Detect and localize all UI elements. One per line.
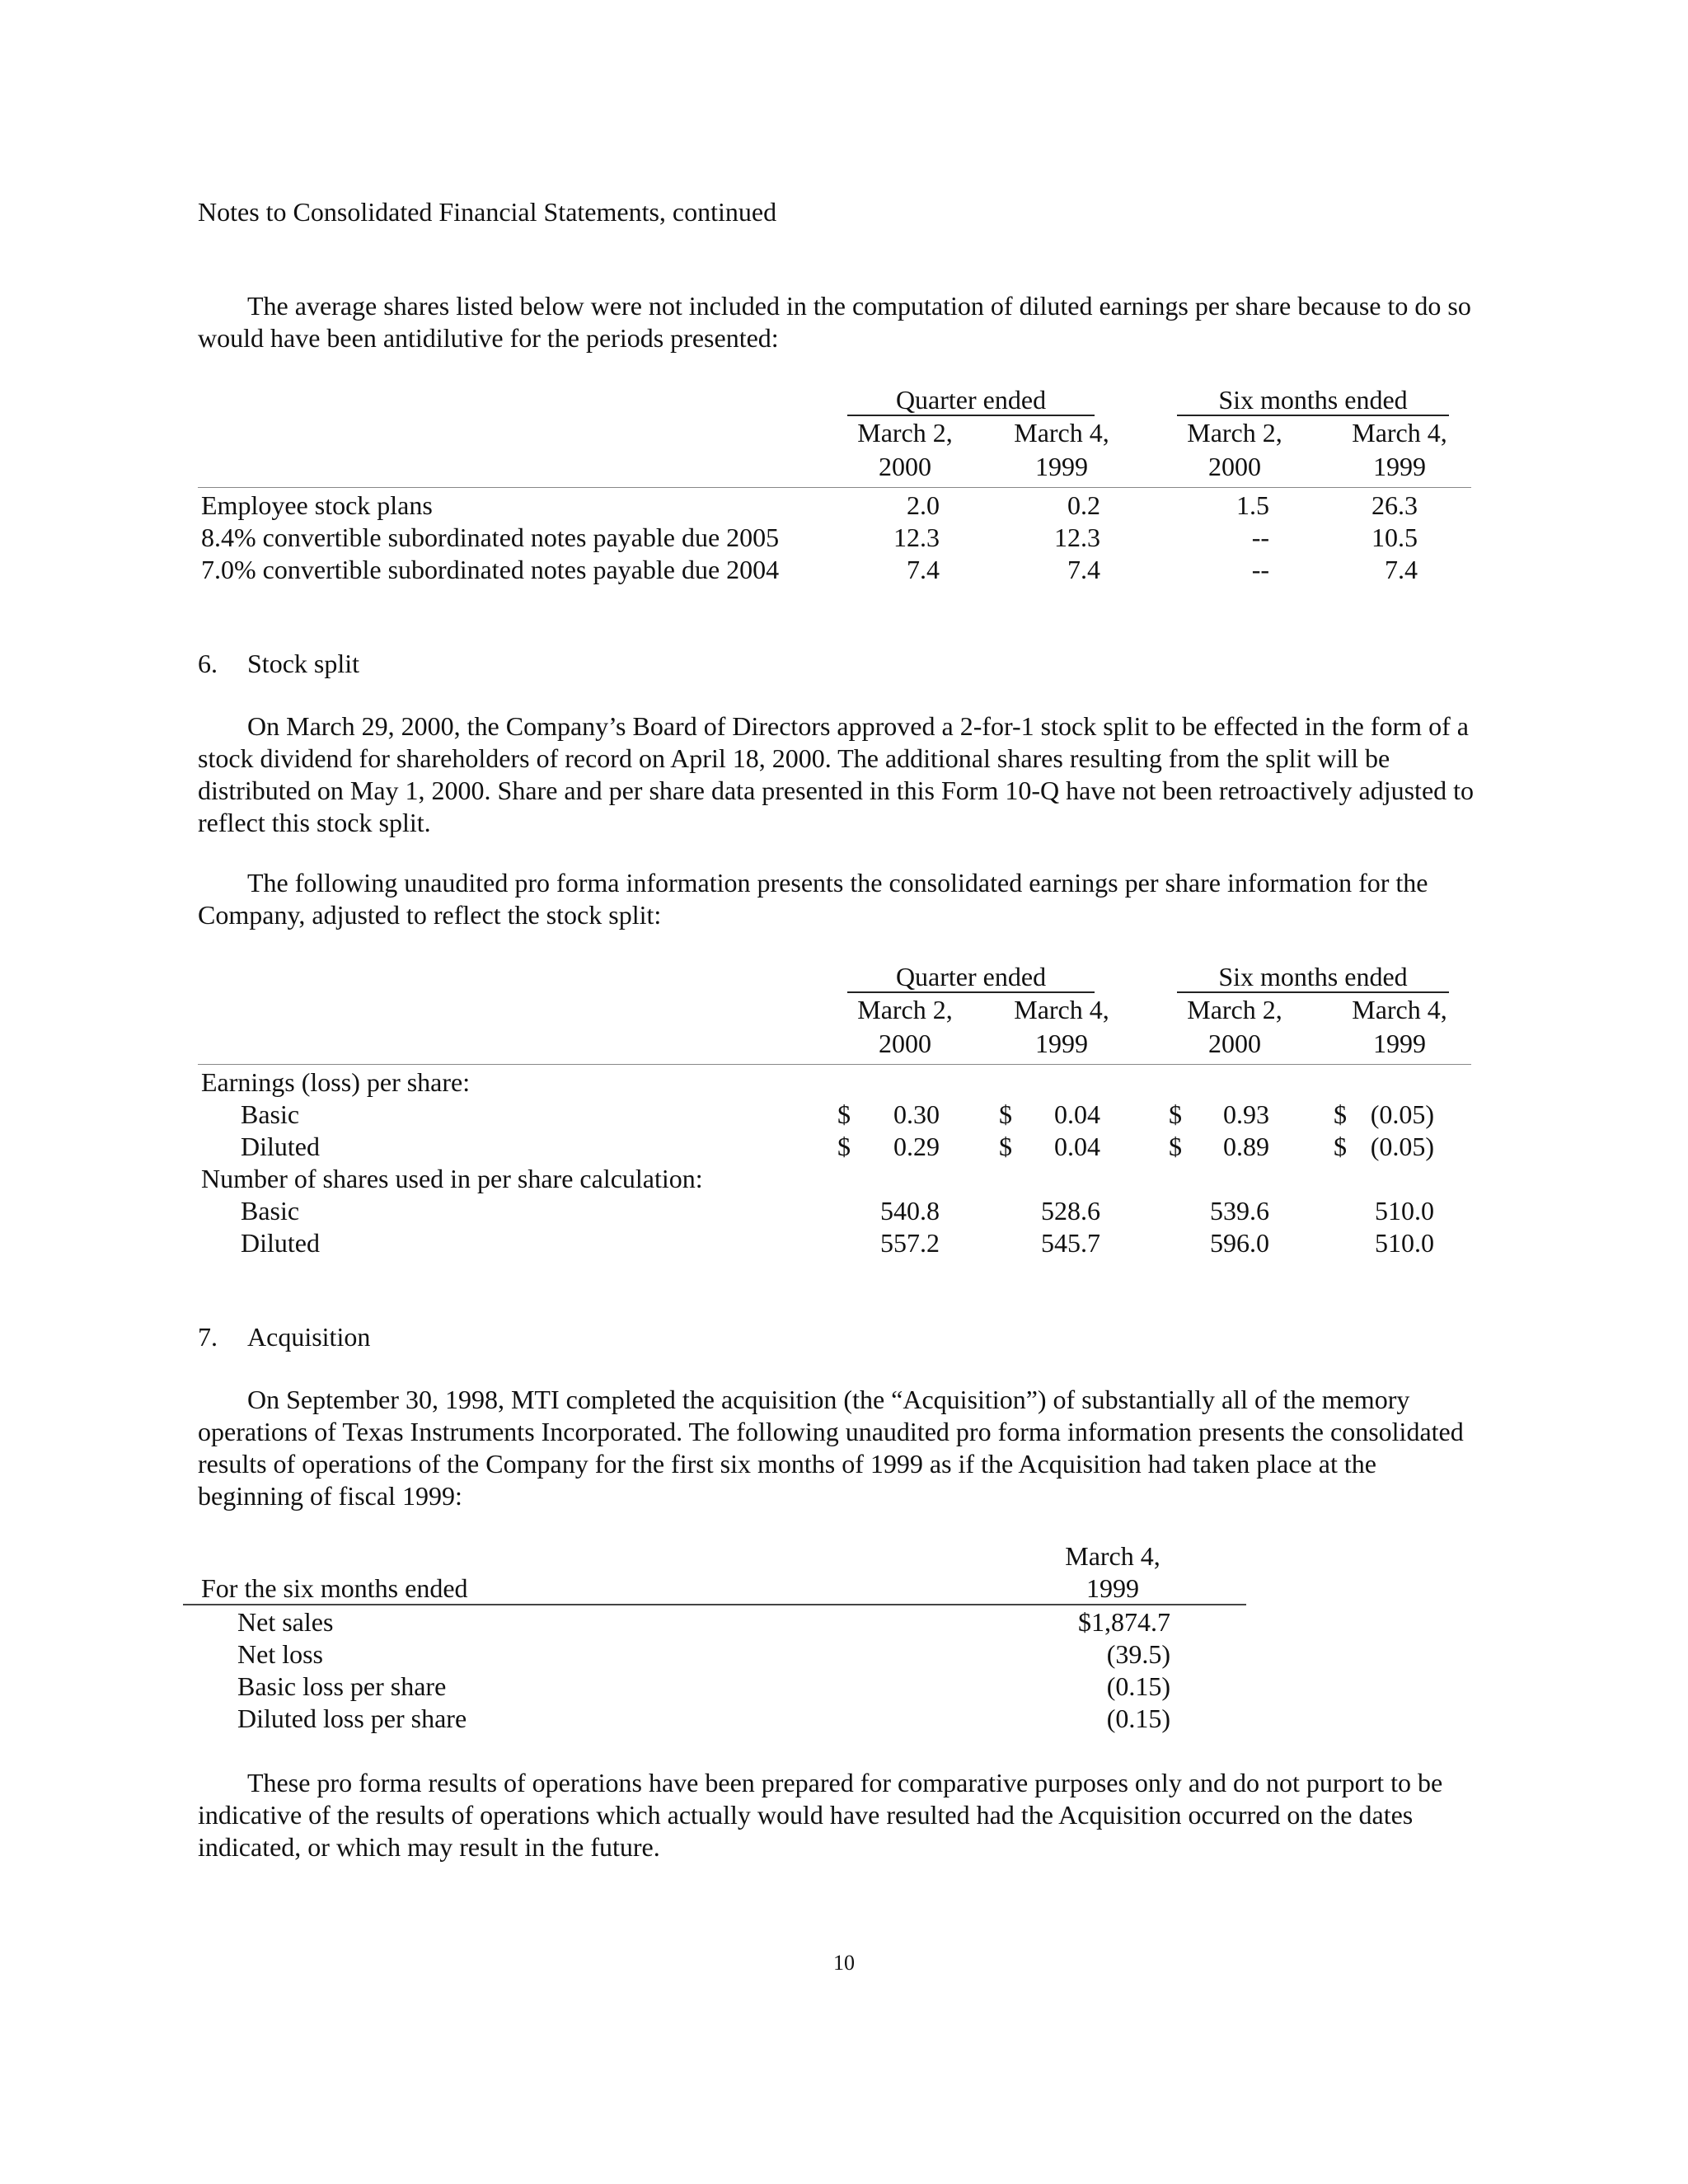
row-header: For the six months ended [201,1573,468,1603]
intro-paragraph: The average shares listed below were not included in the computation of diluted earnings per share because to do so would have been antidilutive for the periods presented: [198,291,1471,353]
cell-value: 545.7 [1041,1228,1100,1258]
group-header-quarter: Quarter ended [895,385,1047,415]
cell-value: 528.6 [1041,1196,1100,1226]
col-header: 1999 [1373,1029,1426,1058]
section-6-paragraph-2: The following unaudited pro forma information presents the consolidated earnings per share information for the Company, adjusted to reflect the stock split: [198,868,1428,930]
col-header: March 2, [857,995,953,1024]
underline-six-months [1177,991,1449,993]
cell-value: $1,874.7 [1078,1607,1170,1637]
group-header-quarter: Quarter ended [895,962,1047,991]
cell-value: 557.2 [880,1228,940,1258]
col-header: March 2, [1187,418,1282,448]
cell-value: 26.3 [1372,490,1418,520]
cell-value: 7.4 [1067,555,1100,584]
col-header: March 4, [1065,1541,1160,1571]
cell-value: (39.5) [1106,1639,1170,1669]
section-7-paragraph-1: On September 30, 1998, MTI completed the acquisition (the “Acquisition”) of substantially all of the memory operations of Texas Instruments Incorporated. The following unaudited pro forma information presents the consolidated results of operations of the Company for the first six months of 1999 as if the Acquisition had taken place at the beginning of fiscal 1999: [198,1385,1464,1511]
col-header: 2000 [879,452,931,481]
col-header: 1999 [1035,452,1088,481]
currency-symbol: $ [1169,1099,1182,1129]
row-label: Net loss [237,1639,323,1669]
col-header: March 2, [1187,995,1282,1024]
table-rule [198,1064,1471,1065]
currency-symbol: $ [999,1099,1012,1129]
cell-value: 510.0 [1375,1228,1434,1258]
cell-value: 12.3 [1054,523,1100,552]
cell-value: 510.0 [1375,1196,1434,1226]
row-label: Basic [241,1099,300,1129]
table-rule [198,487,1471,488]
cell-value: 539.6 [1210,1196,1269,1226]
col-header: March 4, [1352,995,1447,1024]
col-header: March 2, [857,418,953,448]
cell-value: (0.15) [1106,1704,1170,1733]
cell-value: 7.4 [1385,555,1418,584]
cell-value: 2.0 [907,490,940,520]
section-6-title: Stock split [247,649,360,678]
row-label: 8.4% convertible subordinated notes payable due 2005 [201,523,780,552]
cell-value: 0.89 [1223,1132,1269,1161]
row-label: Diluted [241,1132,320,1161]
underline-quarter [847,991,1095,993]
col-header: March 4, [1014,995,1109,1024]
cell-value: (0.15) [1106,1671,1170,1701]
section-6-number: 6. [198,649,218,678]
section-7-number: 7. [198,1322,218,1352]
col-header: 2000 [879,1029,931,1058]
row-label: Diluted [241,1228,320,1258]
col-header: 1999 [1373,452,1426,481]
currency-symbol: $ [999,1132,1012,1161]
currency-symbol: $ [1334,1132,1347,1161]
row-label: Employee stock plans [201,490,433,520]
cell-value: 0.2 [1067,490,1100,520]
cell-value: 1.5 [1236,490,1269,520]
col-header: March 4, [1352,418,1447,448]
currency-symbol: $ [837,1132,851,1161]
eps-section-label: Earnings (loss) per share: [201,1067,471,1097]
section-6-paragraph-1: On March 29, 2000, the Company’s Board of Directors approved a 2-for-1 stock split to be effected in the form of a stock dividend for shareholders of record on April 18, 2000. The additional shares resulting from the split will be distributed on May 1, 2000. Share and per share data presented in this Form 10-Q have not been retroactively adjusted to reflect this stock split. [198,711,1475,837]
row-label: Net sales [237,1607,334,1637]
cell-value: 0.04 [1054,1099,1100,1129]
row-label: Basic [241,1196,300,1226]
currency-symbol: $ [1334,1099,1347,1129]
cell-value: (0.05) [1370,1099,1434,1129]
underline-quarter [847,415,1095,416]
cell-value: 0.04 [1054,1132,1100,1161]
col-header: 1999 [1035,1029,1088,1058]
col-header: 2000 [1208,452,1261,481]
cell-value: 12.3 [893,523,940,552]
cell-value: 10.5 [1372,523,1418,552]
col-header: March 4, [1014,418,1109,448]
shares-section-label: Number of shares used in per share calculation: [201,1164,703,1193]
cell-value: 0.30 [893,1099,940,1129]
group-header-six-months: Six months ended [1218,962,1408,991]
row-label: Diluted loss per share [237,1704,467,1733]
table-rule [183,1604,1246,1605]
underline-six-months [1177,415,1449,416]
currency-symbol: $ [1169,1132,1182,1161]
cell-value: 7.4 [907,555,940,584]
cell-value: (0.05) [1370,1132,1434,1161]
page-number: 10 [833,1951,855,1975]
col-header: 1999 [1086,1573,1139,1603]
page-header: Notes to Consolidated Financial Statements, continued [198,197,777,227]
cell-value: 596.0 [1210,1228,1269,1258]
group-header-six-months: Six months ended [1218,385,1408,415]
row-label: Basic loss per share [237,1671,447,1701]
section-7-paragraph-2: These pro forma results of operations have been prepared for comparative purposes only and do not purport to be indicative of the results of operations which actually would have resulted had the Acquisition occurred on the dates indicated, or which may result in the future. [198,1768,1443,1862]
cell-value: -- [1251,555,1269,584]
section-7-title: Acquisition [247,1322,371,1352]
row-label: 7.0% convertible subordinated notes payable due 2004 [201,555,780,584]
currency-symbol: $ [837,1099,851,1129]
cell-value: 0.29 [893,1132,940,1161]
col-header: 2000 [1208,1029,1261,1058]
cell-value: 540.8 [880,1196,940,1226]
cell-value: -- [1251,523,1269,552]
cell-value: 0.93 [1223,1099,1269,1129]
